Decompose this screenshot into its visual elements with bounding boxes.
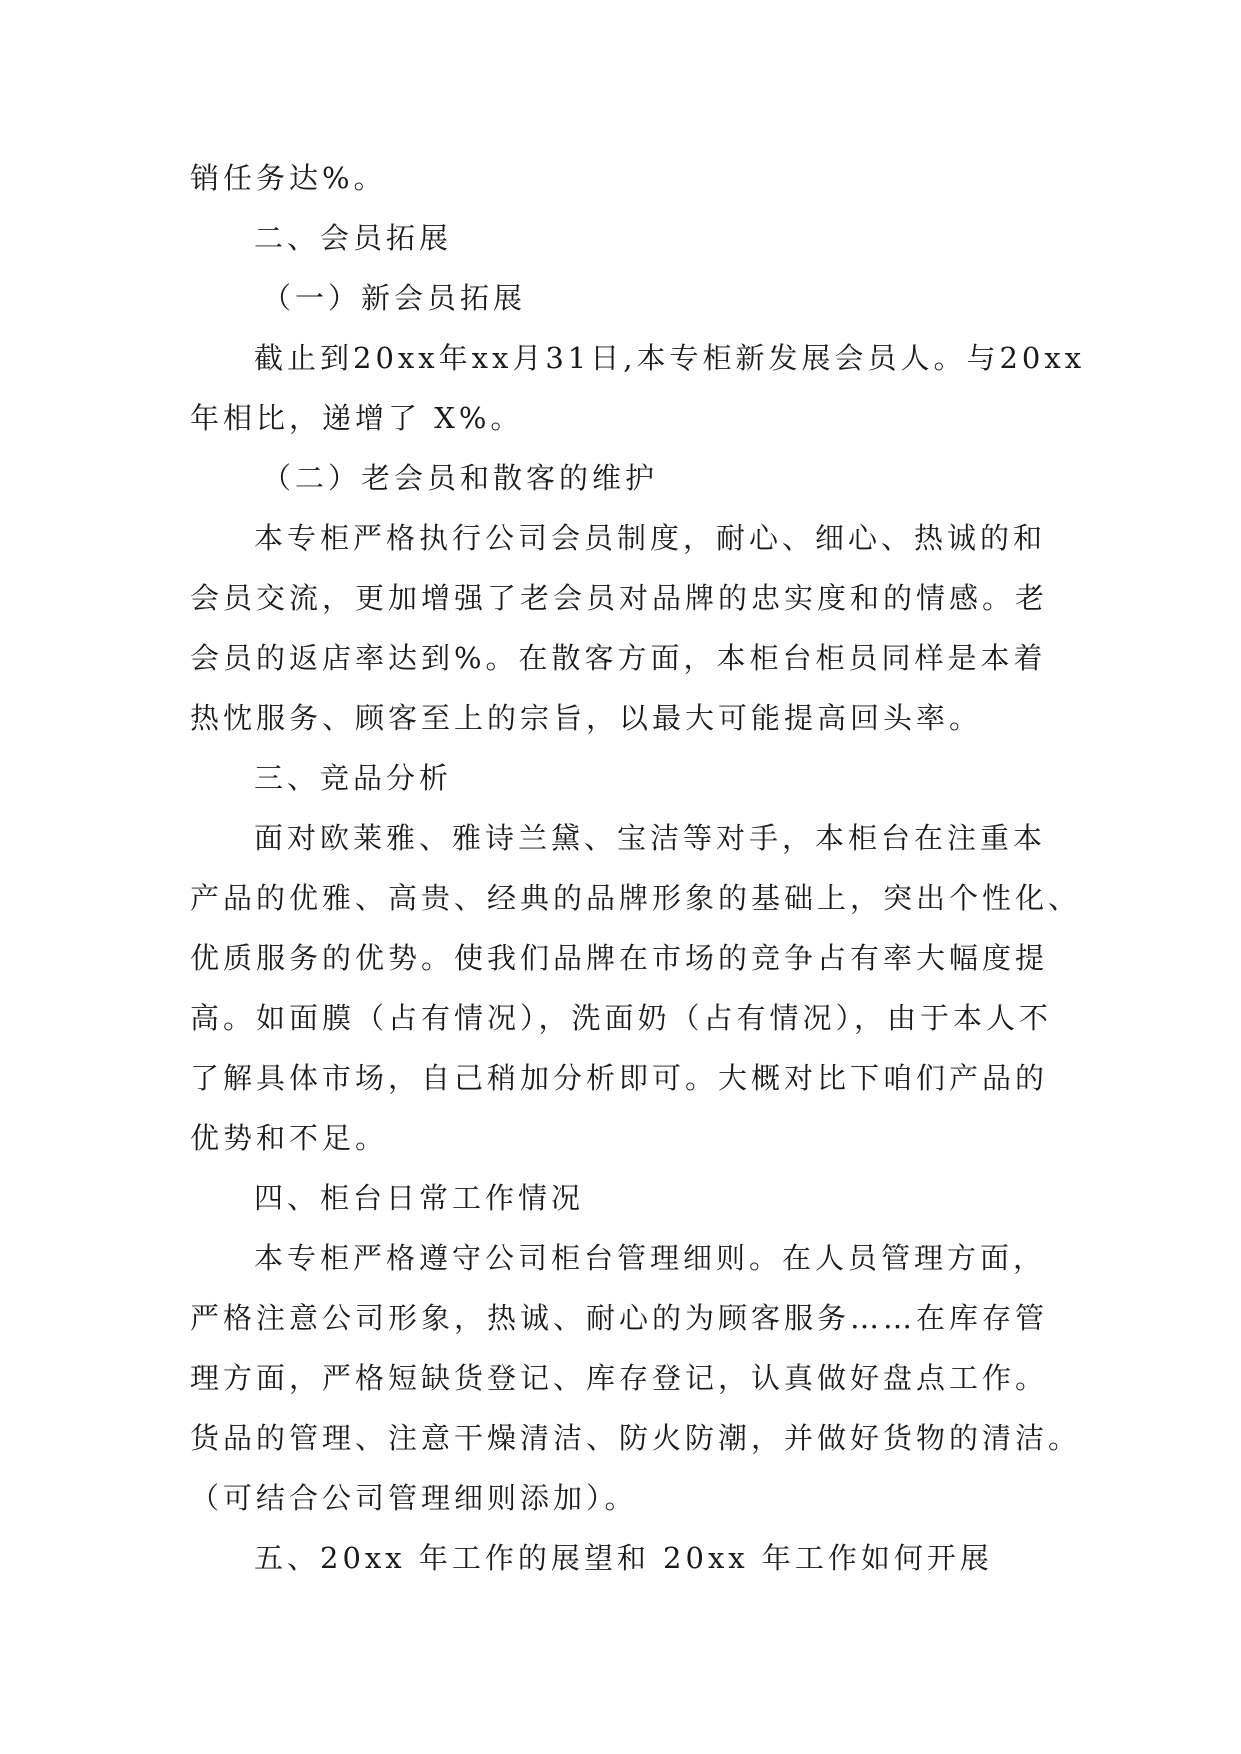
text-line: （可结合公司管理细则添加）。 bbox=[190, 1481, 638, 1515]
text-line: 热忱服务、顾客至上的宗旨，以最大可能提高回头率。 bbox=[190, 701, 983, 735]
section-heading: 三、竞品分析 bbox=[254, 761, 453, 795]
text-line: 本专柜严格执行公司会员制度，耐心、细心、热诚的和 bbox=[254, 521, 1047, 555]
section-heading: 二、会员拓展 bbox=[254, 221, 453, 255]
text-line: 优势和不足。 bbox=[190, 1121, 389, 1155]
section-heading: 五、20xx 年工作的展望和 20xx 年工作如何开展 bbox=[254, 1541, 993, 1575]
text-line: 截止到20xx年xx月31日,本专柜新发展会员人。与20xx bbox=[254, 341, 1086, 375]
text-line: 严格注意公司形象，热诚、耐心的为顾客服务……在库存管 bbox=[190, 1301, 1049, 1335]
text-line: 了解具体市场，自己稍加分析即可。大概对比下咱们产品的 bbox=[190, 1061, 1049, 1095]
text-line: 本专柜严格遵守公司柜台管理细则。在人员管理方面， bbox=[254, 1241, 1047, 1275]
subsection-heading: （二）老会员和散客的维护 bbox=[262, 461, 659, 495]
text-line: 会员的返店率达到%。在散客方面，本柜台柜员同样是本着 bbox=[190, 641, 1047, 675]
text-line: 货品的管理、注意干燥清洁、防火防潮，并做好货物的清洁。 bbox=[190, 1421, 1082, 1455]
text-line: 面对欧莱雅、雅诗兰黛、宝洁等对手，本柜台在注重本 bbox=[254, 821, 1047, 855]
text-line: 年相比，递增了 X%。 bbox=[190, 401, 524, 435]
text-line: 高。如面膜（占有情况），洗面奶（占有情况），由于本人不 bbox=[190, 1001, 1053, 1035]
text-line: 会员交流，更加增强了老会员对品牌的忠实度和的情感。老 bbox=[190, 581, 1049, 615]
section-heading: 四、柜台日常工作情况 bbox=[254, 1181, 585, 1215]
subsection-heading: （一）新会员拓展 bbox=[262, 281, 527, 315]
text-line: 优质服务的优势。使我们品牌在市场的竞争占有率大幅度提 bbox=[190, 941, 1049, 975]
text-line: 理方面，严格短缺货登记、库存登记，认真做好盘点工作。 bbox=[190, 1361, 1049, 1395]
text-line: 销任务达%。 bbox=[190, 161, 387, 195]
text-line: 产品的优雅、高贵、经典的品牌形象的基础上，突出个性化、 bbox=[190, 881, 1082, 915]
